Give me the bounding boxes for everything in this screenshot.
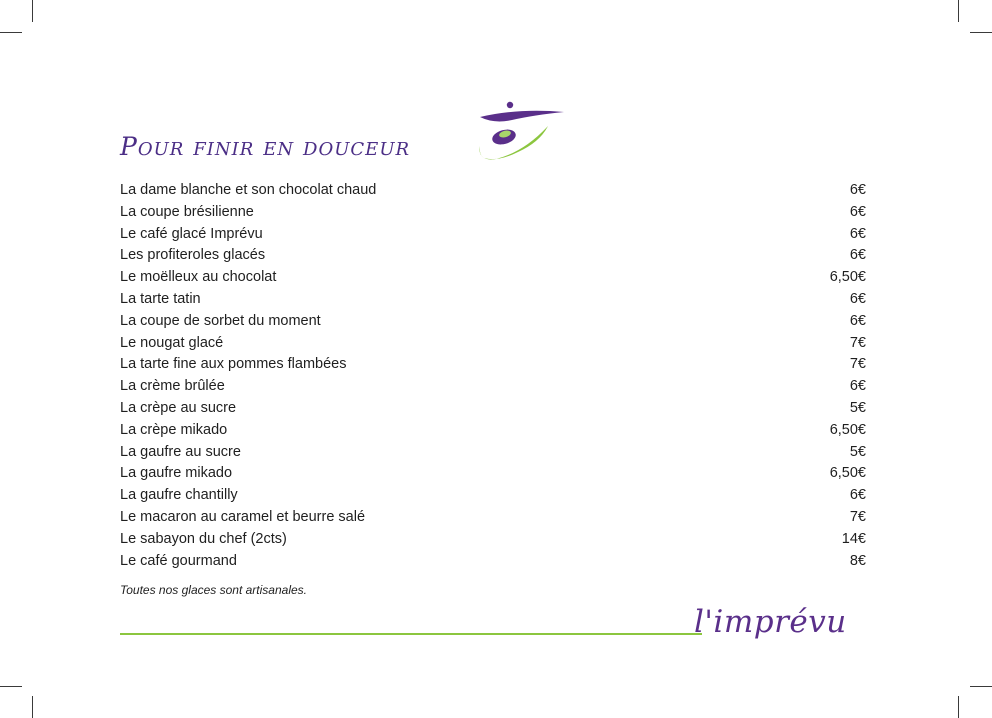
menu-item	[120, 507, 866, 529]
crop-mark-bottom-right-horizontal	[970, 686, 992, 687]
menu-item	[120, 245, 866, 267]
menu-item-name: La gaufre au sucre	[120, 443, 241, 460]
brand-logotype: l'imprévu	[694, 604, 847, 640]
menu-item-name: Le café glacé Imprévu	[120, 225, 263, 242]
menu-item-price: 6€	[849, 312, 866, 329]
menu-item	[120, 485, 866, 507]
menu-item-name: La crèpe au sucre	[120, 399, 237, 416]
menu-item-name: La crème brûlée	[120, 378, 225, 395]
menu-item	[120, 224, 866, 246]
menu-item-name: Le sabayon du chef (2cts)	[120, 530, 287, 547]
menu-item-price: 7€	[849, 356, 866, 373]
menu-item-price: 6€	[849, 247, 866, 264]
menu-item-price: 6€	[849, 225, 866, 242]
menu-item-price: 6€	[849, 487, 866, 504]
menu-item-price: 5€	[849, 399, 866, 416]
crop-mark-top-right-horizontal	[970, 32, 992, 33]
menu-item	[120, 267, 866, 289]
green-divider-line	[120, 633, 702, 635]
menu-item-name: Le macaron au caramel et beurre salé	[120, 508, 366, 525]
menu-item-price: 5€	[849, 443, 866, 460]
menu-item-name: La tarte fine aux pommes flambées	[120, 356, 347, 373]
menu-item-name: Le nougat glacé	[120, 334, 224, 351]
crop-mark-top-left-horizontal	[0, 32, 22, 33]
menu-item	[120, 289, 866, 311]
menu-item	[120, 463, 866, 485]
menu-item-name: La gaufre mikado	[120, 465, 233, 482]
menu-item	[120, 311, 866, 333]
menu-item-price: 6,50€	[829, 465, 866, 482]
crop-mark-top-right-vertical	[958, 0, 959, 22]
menu-item-price: 6€	[849, 203, 866, 220]
menu-item	[120, 354, 866, 376]
menu-item	[120, 202, 866, 224]
menu-item-name: Le moëlleux au chocolat	[120, 269, 277, 286]
menu-item	[120, 180, 866, 202]
menu-item	[120, 529, 866, 551]
menu-item-name: La dame blanche et son chocolat chaud	[120, 182, 377, 198]
menu-item-price: 7€	[849, 508, 866, 525]
crop-mark-bottom-left-vertical	[32, 696, 33, 718]
crop-mark-bottom-left-horizontal	[0, 686, 22, 687]
menu-item	[120, 398, 866, 420]
menu-item-name: La crèpe mikado	[120, 421, 228, 438]
menu-item-price: 14€	[841, 530, 866, 547]
menu-item	[120, 551, 866, 573]
crop-mark-top-left-vertical	[32, 0, 33, 22]
menu-item	[120, 376, 866, 398]
menu-item-name: La coupe brésilienne	[120, 203, 254, 220]
menu-item-name: La tarte tatin	[120, 290, 201, 307]
footer-note: Toutes nos glaces sont artisanales.	[120, 583, 308, 597]
menu-item-price: 8€	[849, 552, 866, 569]
menu-item-price: 6,50€	[829, 269, 866, 286]
crop-mark-bottom-right-vertical	[958, 696, 959, 718]
menu-item-price: 6€	[849, 182, 866, 198]
menu-item-name: La coupe de sorbet du moment	[120, 312, 321, 329]
menu-item-price: 6€	[849, 378, 866, 395]
menu-item	[120, 333, 866, 355]
menu-item	[120, 442, 866, 464]
menu-item-price: 6€	[849, 290, 866, 307]
menu-item-name: La gaufre chantilly	[120, 487, 238, 504]
menu-item-name: Les profiteroles glacés	[120, 247, 266, 264]
menu-item	[120, 420, 866, 442]
page-title: Pour finir en douceur	[120, 132, 411, 161]
menu-item-price: 7€	[849, 334, 866, 351]
menu-item-name: Le café gourmand	[120, 552, 237, 569]
dessert-menu-list	[120, 180, 866, 572]
menu-item-price: 6,50€	[829, 421, 866, 438]
restaurant-logo-mark-icon	[474, 100, 566, 166]
